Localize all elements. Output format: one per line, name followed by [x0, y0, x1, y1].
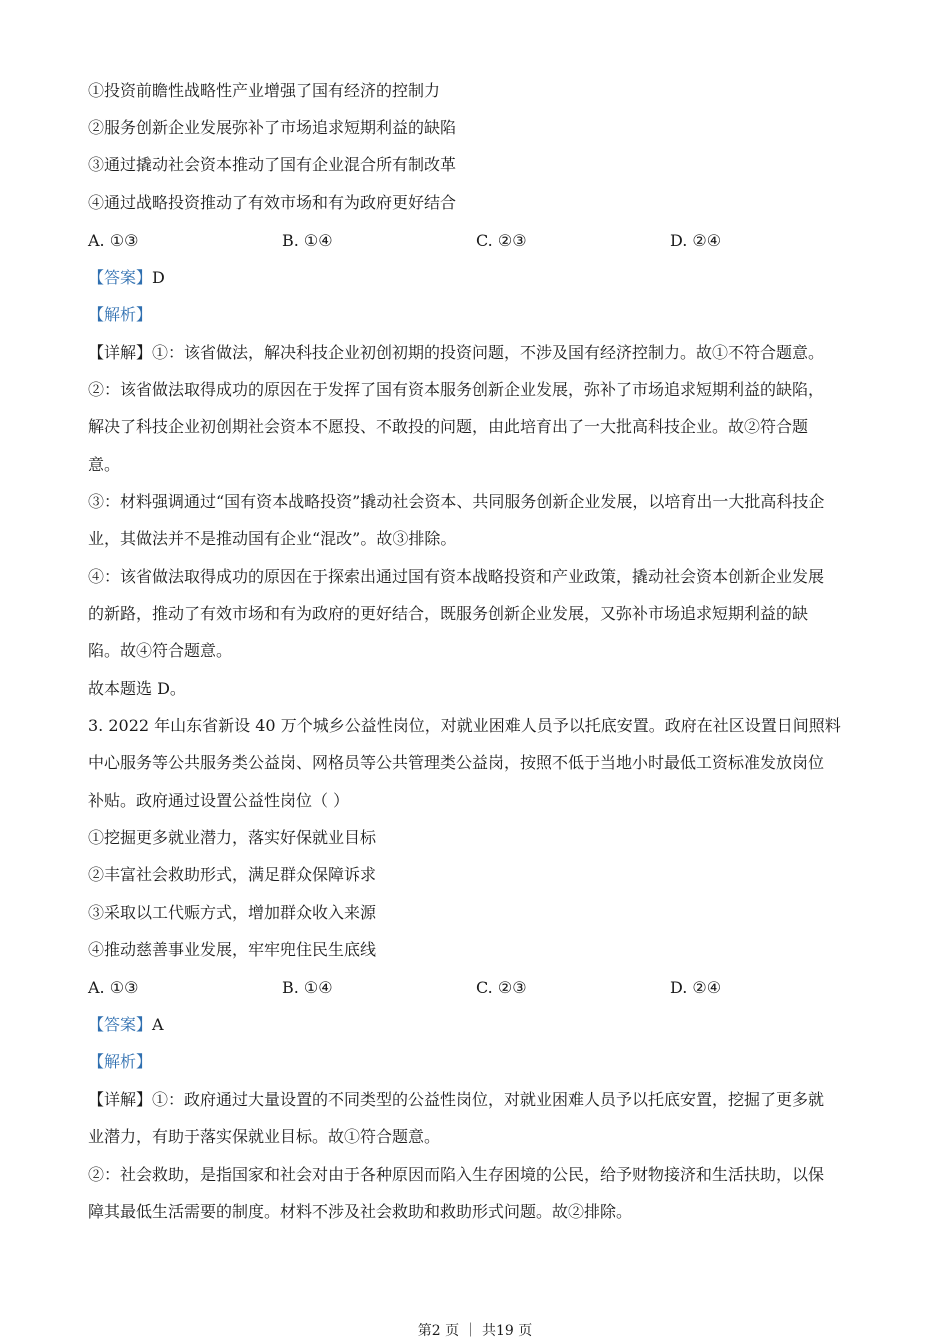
q3-stem-line-2: 中心服务等公共服务类公益岗、网格员等公共管理类公益岗，按照不低于当地小时最低工资标准发放岗位 — [88, 753, 825, 772]
q2-statement-3: ③通过撬动社会资本推动了国有企业混合所有制改革 — [88, 155, 457, 174]
q2-analysis-heading — [88, 305, 864, 325]
q2-option-c: C. ②③ — [476, 231, 527, 250]
answer-tag: 【答案】 — [88, 268, 153, 287]
q3-analysis-heading — [88, 1052, 864, 1072]
q3-option-a: A. ①③ — [88, 978, 139, 997]
q2-detail-line-5: ③：材料强调通过“国有资本战略投资”撬动社会资本、共同服务创新企业发展，以培育出一大批高科技企 — [88, 492, 825, 511]
answer-tag: 【答案】 — [88, 1015, 153, 1034]
q2-detail-line-3: 解决了科技企业初创期社会资本不愿投、不敢投的问题，由此培育出了一大批高科技企业。故②符合题 — [88, 417, 809, 436]
q3-statement-4: ④推动慈善事业发展，牢牢兜住民生底线 — [88, 940, 377, 959]
q2-detail-line-2: ②：该省做法取得成功的原因在于发挥了国有资本服务创新企业发展，弥补了市场追求短期利益的缺陷， — [88, 380, 825, 399]
q3-detail-line-3: ②：社会救助，是指国家和社会对由于各种原因而陷入生存困境的公民，给予财物接济和生活扶助，以保 — [88, 1165, 825, 1184]
q2-conclusion: 故本题选 D。 — [88, 679, 186, 698]
q3-options — [88, 978, 864, 998]
answer-value: D — [152, 268, 165, 287]
answer-value: A — [152, 1015, 164, 1034]
q2-detail-line-6: 业，其做法并不是推动国有企业“混改”。故③排除。 — [88, 529, 457, 548]
q3-detail-line-4: 障其最低生活需要的制度。材料不涉及社会救助和救助形式问题。故②排除。 — [88, 1202, 633, 1221]
detail-tag: 【详解】 — [88, 1090, 153, 1109]
q2-answer — [88, 268, 864, 288]
q3-statement-2: ②丰富社会救助形式，满足群众保障诉求 — [88, 865, 377, 884]
q2-detail-line-9: 陷。故④符合题意。 — [88, 641, 233, 660]
q3-option-b: B. ①④ — [282, 978, 333, 997]
q3-answer — [88, 1015, 864, 1035]
q2-option-b: B. ①④ — [282, 231, 333, 250]
q2-detail-line-8: 的新路，推动了有效市场和有为政府的更好结合，既服务创新企业发展，又弥补市场追求短期利益的缺 — [88, 604, 809, 623]
q2-detail-line-1 — [88, 343, 864, 363]
q3-option-c: C. ②③ — [476, 978, 527, 997]
detail-text: ①：政府通过大量设置的不同类型的公益性岗位，对就业困难人员予以托底安置，挖掘了更多就 — [152, 1090, 825, 1109]
q2-detail-line-7: ④：该省做法取得成功的原因在于探索出通过国有资本战略投资和产业政策，撬动社会资本创新企业发展 — [88, 567, 825, 586]
analysis-tag: 【解析】 — [88, 1052, 153, 1071]
q2-option-a: A. ①③ — [88, 231, 139, 250]
q3-stem-line-1: 3. 2022 年山东省新设 40 万个城乡公益性岗位，对就业困难人员予以托底安置。政府在社区设置日间照料 — [88, 716, 841, 735]
q2-detail-line-4: 意。 — [88, 455, 121, 474]
q3-option-d: D. ②④ — [670, 978, 722, 997]
q3-statement-3: ③采取以工代赈方式，增加群众收入来源 — [88, 903, 377, 922]
page-footer: 第2 页 ｜ 共19 页 — [417, 1323, 533, 1339]
q3-detail-line-1 — [88, 1090, 864, 1110]
analysis-tag: 【解析】 — [88, 305, 153, 324]
detail-text: ①：该省做法，解决科技企业初创初期的投资问题，不涉及国有经济控制力。故①不符合题意。 — [152, 343, 825, 362]
q2-statement-1: ①投资前瞻性战略性产业增强了国有经济的控制力 — [88, 81, 441, 100]
q2-option-d: D. ②④ — [670, 231, 722, 250]
detail-tag: 【详解】 — [88, 343, 153, 362]
q2-statement-2: ②服务创新企业发展弥补了市场追求短期利益的缺陷 — [88, 118, 457, 137]
q3-statement-1: ①挖掘更多就业潜力，落实好保就业目标 — [88, 828, 377, 847]
q2-statement-4: ④通过战略投资推动了有效市场和有为政府更好结合 — [88, 193, 457, 212]
q3-detail-line-2: 业潜力，有助于落实保就业目标。故①符合题意。 — [88, 1127, 441, 1146]
q3-stem-line-3: 补贴。政府通过设置公益性岗位（ ） — [88, 791, 350, 810]
q2-options — [88, 231, 864, 251]
